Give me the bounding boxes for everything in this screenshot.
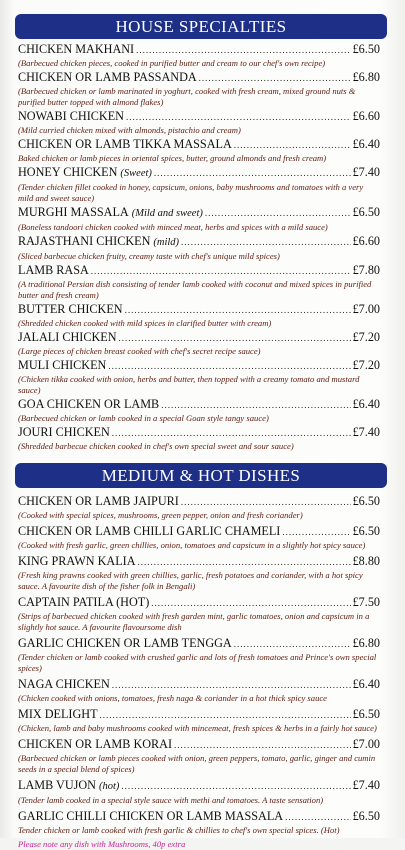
- footer-note: Please note any dish with Mushrooms, 40p extra: [18, 839, 186, 849]
- menu-item: [18, 494, 380, 521]
- menu-item-row: [18, 358, 380, 373]
- dish-price: £7.40: [352, 165, 380, 179]
- dish-name: JALALI CHICKEN: [18, 330, 117, 344]
- dish-description: (Tender chicken or lamb cooked with crushed garlic and lots of fresh tomatoes and Prince's own special spices): [18, 652, 377, 673]
- dish-price: £7.50: [352, 595, 380, 609]
- menu-item-row: [18, 425, 380, 440]
- menu-item: [18, 707, 380, 734]
- dish-name: CHICKEN OR LAMB KORAI: [18, 737, 173, 751]
- menu-item-row: [18, 263, 380, 278]
- dish-name: MURGHI MASSALA: [18, 205, 129, 219]
- dish-description: (Chicken tikka cooked with onion, herbs and butter, then topped with a creamy tomato and mustard sauce): [18, 374, 360, 395]
- dish-description: (Shredded chicken cooked with mild spices in clarified butter with cream): [18, 318, 272, 328]
- menu-item-row: [18, 554, 380, 569]
- dish-description: (Sliced barbecue chicken fruity, creamy taste with chef's unique mild spices): [18, 251, 280, 261]
- dot-leader: [126, 110, 351, 124]
- dish-description: (Strips of barbecued chicken cooked with fresh garden mint, garlic tomatoes, onion and capsicum in a slightly hot sauce. A favourite flavoursome dish: [18, 611, 370, 632]
- dish-price: £6.80: [352, 636, 380, 650]
- dish-price: £6.80: [352, 70, 380, 84]
- dot-leader: [136, 43, 350, 57]
- menu-item: [18, 737, 380, 775]
- menu-item: [18, 109, 380, 136]
- dish-description: (Barbecued chicken or lamb pieces cooked with onion, green peppers, tomato, garlic, ginger and cumin seeds in a special blend of spices): [18, 753, 376, 774]
- dot-leader: [151, 596, 350, 610]
- menu-item-row: [18, 137, 380, 152]
- dot-leader: [112, 678, 351, 692]
- dish-name: HONEY CHICKEN: [18, 165, 118, 179]
- menu-item-row: [18, 809, 380, 824]
- dish-price: £7.80: [352, 263, 380, 277]
- dot-leader: [234, 637, 351, 651]
- menu-item: [18, 42, 380, 69]
- menu-item-row: [18, 330, 380, 345]
- menu-item: [18, 234, 380, 262]
- dot-leader: [181, 495, 351, 509]
- dish-name: CHICKEN OR LAMB JAIPURI: [18, 494, 179, 508]
- menu-item: [18, 677, 380, 704]
- dish-price: £7.00: [352, 302, 380, 316]
- dish-description: (Tender lamb cooked in a special style sauce with methi and tomatoes. A taste sensation): [18, 795, 324, 805]
- section-title: MEDIUM & HOT DISHES: [15, 463, 387, 488]
- menu-item: [18, 778, 380, 806]
- menu-item-row: [18, 397, 380, 412]
- menu-item: [18, 636, 380, 674]
- dish-note: (Sweet): [120, 168, 152, 179]
- dot-leader: [100, 708, 351, 722]
- menu-item-row: [18, 636, 380, 651]
- dish-description: (Barbecued chicken or lamb marinated in yoghurt, cooked with fresh cream, mixed ground nuts & purified butter topped with almond flakes): [18, 86, 356, 107]
- dish-name: NAGA CHICKEN: [18, 677, 110, 691]
- dish-description: (Cooked with fresh garlic, green chillies, onion, tomatoes and capsicum in a slightly hot spicy sauce): [18, 540, 366, 550]
- dot-leader: [234, 138, 351, 152]
- dot-leader: [125, 303, 351, 317]
- menu-item-row: [18, 109, 380, 124]
- dot-leader: [282, 525, 350, 539]
- dish-description: (Chicken, lamb and baby mushrooms cooked with mincemeat, fresh spices & herbs in a fairly hot sauce): [18, 723, 377, 733]
- dish-description: (Cooked with special spices, mushrooms, green pepper, onion and fresh coriander): [18, 510, 303, 520]
- dot-leader: [108, 359, 350, 373]
- dot-leader: [205, 206, 351, 220]
- dish-price: £6.50: [352, 42, 380, 56]
- menu-item: [18, 302, 380, 329]
- menu-item-row: [18, 205, 380, 221]
- dot-leader: [174, 738, 351, 752]
- menu-item: [18, 70, 380, 108]
- dish-description: (Fresh king prawns cooked with green chillies, garlic, fresh potatoes and coriander, with a hot spicy sauce. A favourite dish of the fisher folk in Bengali): [18, 570, 363, 591]
- dish-name: CHICKEN OR LAMB TIKKA MASSALA: [18, 137, 232, 151]
- menu-item-list: [0, 494, 405, 836]
- menu-item: [18, 330, 380, 357]
- dish-name: CHICKEN MAKHANI: [18, 42, 135, 56]
- dish-description: (Mild curried chicken mixed with almonds, pistachio and cream): [18, 125, 241, 135]
- dish-note: (Mild and sweet): [131, 208, 203, 219]
- dish-note: (mild): [153, 237, 180, 248]
- menu-item: [18, 425, 380, 452]
- dish-name: MULI CHICKEN: [18, 358, 107, 372]
- menu-item: [18, 397, 380, 424]
- dish-note: (hot): [99, 781, 120, 792]
- menu-item-row: [18, 778, 380, 794]
- dish-description: Baked chicken or lamb pieces in oriental spices, butter, ground almonds and fresh cream): [18, 153, 327, 163]
- menu-item: [18, 263, 380, 301]
- dish-name: GARLIC CHICKEN OR LAMB TENGGA: [18, 636, 232, 650]
- menu-item-row: [18, 524, 380, 539]
- menu-item-row: [18, 707, 380, 722]
- dish-description: (Shredded barbecue chicken cooked in chef's own special sweet and sour sauce): [18, 441, 294, 451]
- menu-item-row: [18, 737, 380, 752]
- dish-price: £6.50: [352, 494, 380, 508]
- dish-price: £7.20: [352, 330, 380, 344]
- dish-name: NOWABI CHICKEN: [18, 109, 124, 123]
- menu-item-row: [18, 677, 380, 692]
- menu-item: [18, 358, 380, 396]
- menu-item: [18, 137, 380, 164]
- dish-description: (Tender chicken fillet cooked in honey, capsicum, onions, baby mushrooms and tomatoes with a very mild and sweet sauce): [18, 182, 364, 203]
- menu-item: [18, 205, 380, 233]
- dot-leader: [161, 398, 350, 412]
- dish-name: GOA CHICKEN OR LAMB: [18, 397, 160, 411]
- dish-price: £6.50: [352, 524, 380, 538]
- dish-price: £7.00: [352, 737, 380, 751]
- dish-price: £6.50: [352, 809, 380, 823]
- dish-price: £6.40: [352, 677, 380, 691]
- menu-item: [18, 165, 380, 204]
- menu-item-row: [18, 42, 380, 57]
- menu-section: [0, 453, 405, 836]
- dish-price: £6.50: [352, 707, 380, 721]
- dish-name: CHICKEN OR LAMB CHILLI GARLIC CHAMELI: [18, 524, 281, 538]
- menu-item: [18, 809, 380, 836]
- dish-description: Tender chicken or lamb cooked with fresh garlic & chillies to chef's own special spices. (Hot): [18, 825, 340, 835]
- dish-price: £6.60: [352, 109, 380, 123]
- dish-description: (Barbecued chicken pieces, cooked in purified butter and cream to our chef's own recipe): [18, 58, 326, 68]
- dot-leader: [199, 71, 351, 85]
- dish-name: CAPTAIN PATILA (HOT): [18, 595, 150, 609]
- dot-leader: [181, 235, 351, 249]
- dish-name: BUTTER CHICKEN: [18, 302, 123, 316]
- dish-name: CHICKEN OR LAMB PASSANDA: [18, 70, 197, 84]
- dish-price: £7.40: [352, 778, 380, 792]
- dish-price: £6.40: [352, 137, 380, 151]
- dish-name: LAMB RASA: [18, 263, 89, 277]
- dish-price: £6.50: [352, 205, 380, 219]
- dish-name: KING PRAWN KALIA: [18, 554, 136, 568]
- dish-description: (A traditional Persian dish consisting of tender lamb cooked with coconut and mixed spices in purified butter and fresh cream): [18, 279, 372, 300]
- menu-item-row: [18, 595, 380, 610]
- menu-item-row: [18, 234, 380, 250]
- menu-item-list: [0, 42, 405, 452]
- dish-price: £6.40: [352, 397, 380, 411]
- dot-leader: [112, 426, 351, 440]
- dish-name: GARLIC CHILLI CHICKEN OR LAMB MASSALA: [18, 809, 284, 823]
- dot-leader: [121, 779, 350, 793]
- menu-item: [18, 595, 380, 633]
- menu-item: [18, 524, 380, 551]
- menu-item-row: [18, 165, 380, 181]
- dot-leader: [119, 331, 351, 345]
- dish-description: (Chicken cooked with onions, tomatoes, fresh naga & coriander in a hot thick spicy sauce: [18, 693, 328, 703]
- dish-name: RAJASTHANI CHICKEN: [18, 234, 151, 248]
- dish-price: £7.40: [352, 425, 380, 439]
- dish-name: JOURI CHICKEN: [18, 425, 110, 439]
- dish-name: LAMB VUJON: [18, 778, 96, 792]
- dot-leader: [285, 810, 350, 824]
- menu-item-row: [18, 302, 380, 317]
- menu-item-row: [18, 494, 380, 509]
- dot-leader: [138, 555, 351, 569]
- dot-leader: [91, 264, 351, 278]
- dish-description: (Barbecued chicken or lamb cooked in a special Goan style tangy sauce): [18, 413, 269, 423]
- dish-price: £7.20: [352, 358, 380, 372]
- menu-item-row: [18, 70, 380, 85]
- dish-name: MIX DELIGHT: [18, 707, 98, 721]
- dish-price: £8.80: [352, 554, 380, 568]
- dot-leader: [154, 166, 351, 180]
- menu-item: [18, 554, 380, 592]
- section-title: HOUSE SPECIALTIES: [15, 14, 387, 39]
- dish-price: £6.60: [352, 234, 380, 248]
- dish-description: (Large pieces of chicken breast cooked with chef's secret recipe sauce): [18, 346, 261, 356]
- dish-description: (Boneless tandoori chicken cooked with minced meat, herbs and spices with a mild sauce): [18, 222, 328, 232]
